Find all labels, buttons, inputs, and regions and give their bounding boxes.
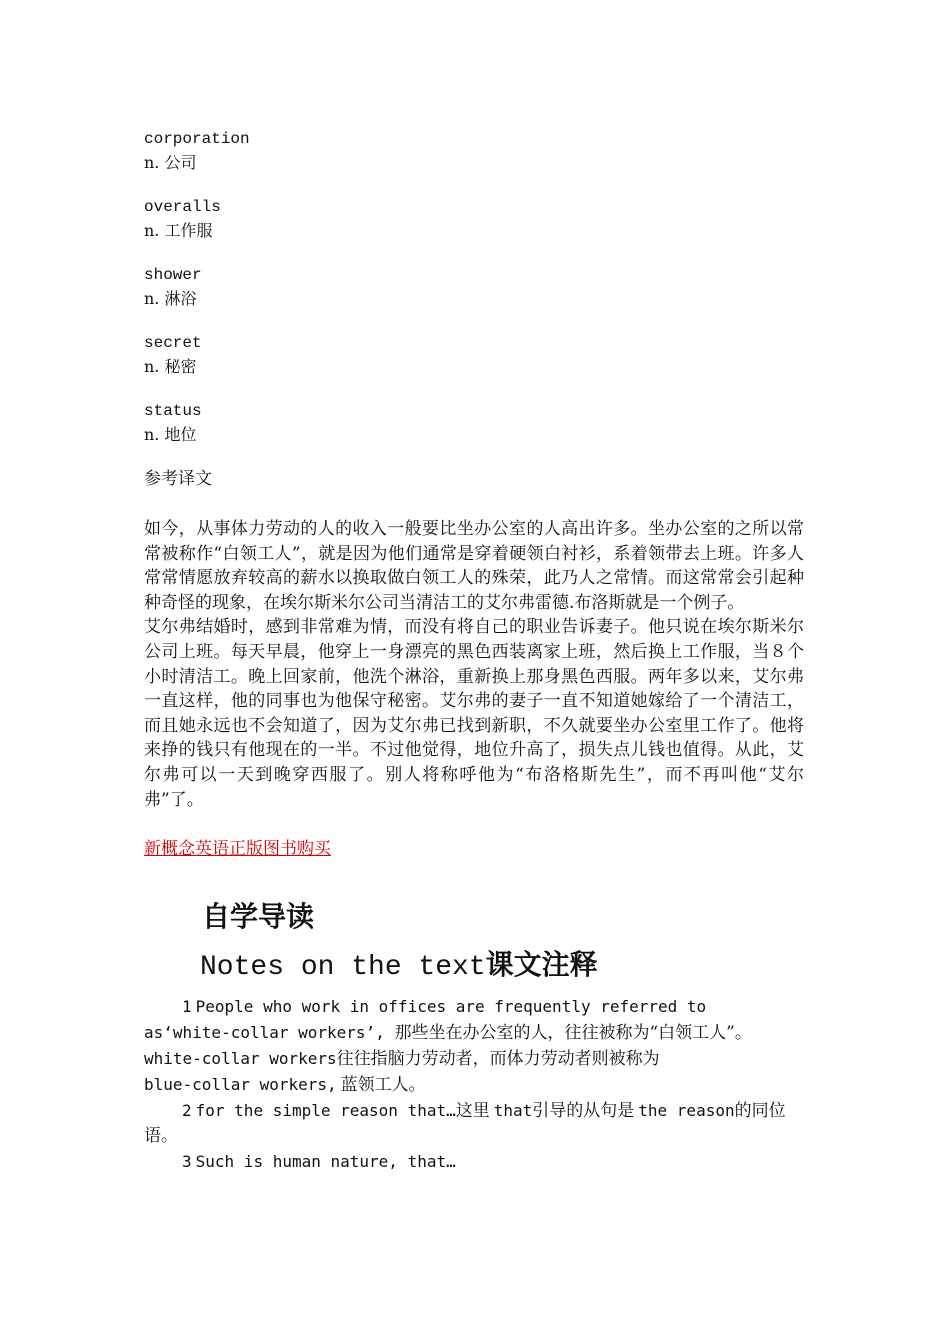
note-text: 这里 <box>455 1101 490 1122</box>
vocab-entry <box>144 127 804 175</box>
vocab-definition: n. 公司 <box>144 153 197 172</box>
vocab-definition: n. 工作服 <box>144 221 213 240</box>
note-text: as‘white-collar workers’, <box>144 1023 395 1043</box>
translation-paragraph: 如今，从事体力劳动的人的收入一般要比坐办公室的人高出许多。坐办公室的之所以常常被称作“白领工人”，就是因为他们通常是穿着硬领白衬衫，系着领带去上班。许多人常常情愿放弃较高的薪水以换取做白领工人的殊荣，此乃人之常情。而这常常会引起种种奇怪的现象，在埃尔斯米尔公司当清洁工的艾尔弗雷德.布洛斯就是一个例子。 <box>144 519 804 613</box>
note-text: 蓝领工人。 <box>340 1075 426 1096</box>
note-text: 那些坐在办公室的人，往往被称为“白领工人”。 <box>394 1023 752 1044</box>
note-number: 3 <box>182 1152 192 1172</box>
note-text: 引导的从句是 <box>532 1101 635 1122</box>
vocab-entry <box>144 263 804 311</box>
document-page <box>144 127 804 1175</box>
vocab-definition: n. 淋浴 <box>144 289 197 308</box>
note-text: for the simple reason that… <box>195 1101 456 1121</box>
section-title: 自学导读 <box>202 900 315 934</box>
note-number: 1 <box>182 997 192 1017</box>
note-item <box>144 1149 804 1175</box>
vocab-entry <box>144 399 804 447</box>
vocab-word: overalls <box>144 198 221 216</box>
vocab-entry <box>144 331 804 379</box>
notes-title-en: Notes on the text <box>200 952 486 984</box>
vocab-definition: n. 地位 <box>144 425 197 444</box>
note-text: blue-collar workers, <box>144 1075 337 1095</box>
notes-title <box>200 945 804 988</box>
purchase-link[interactable]: 新概念英语正版图书购买 <box>144 839 331 860</box>
note-text: 往往指脑力劳动者，而体力劳动者则被称为 <box>336 1049 660 1070</box>
vocab-word: secret <box>144 334 202 352</box>
vocab-word: shower <box>144 266 202 284</box>
note-text: People who work in offices are frequently referred to <box>195 997 707 1017</box>
notes-title-zh: 课文注释 <box>485 948 598 982</box>
note-text: the reason <box>638 1101 735 1121</box>
note-text: 的同位语。 <box>144 1101 786 1147</box>
note-item <box>144 1098 804 1149</box>
vocab-entry <box>144 195 804 243</box>
translation-heading: 参考译文 <box>144 469 212 489</box>
vocab-word: status <box>144 402 202 420</box>
vocab-word: corporation <box>144 130 250 148</box>
note-text: that <box>493 1101 533 1121</box>
note-number: 2 <box>182 1101 192 1121</box>
note-text: white-collar workers <box>144 1049 337 1069</box>
note-text: Such is human nature, that… <box>195 1152 456 1172</box>
translation-paragraph: 艾尔弗结婚时，感到非常难为情，而没有将自己的职业告诉妻子。他只说在埃尔斯米尔公司上班。每天早晨，他穿上一身漂亮的黑色西装离家上班，然后换上工作服，当８个小时清洁工。晚上回家前，他洗个淋浴，重新换上那身黑色西服。两年多以来，艾尔弗一直这样，他的同事也为他保守秘密。艾尔弗的妻子一直不知道她嫁给了一个清洁工，而且她永远也不会知道了，因为艾尔弗已找到新职，不久就要坐办公室里工作了。他将来挣的钱只有他现在的一半。不过他觉得，地位升高了，损失点儿钱也值得。从此，艾尔弗可以一天到晚穿西服了。别人将称呼他为“布洛格斯先生”，而不再叫他“艾尔弗”了。 <box>144 617 804 810</box>
note-item <box>144 994 804 1098</box>
vocab-definition: n. 秘密 <box>144 357 197 376</box>
